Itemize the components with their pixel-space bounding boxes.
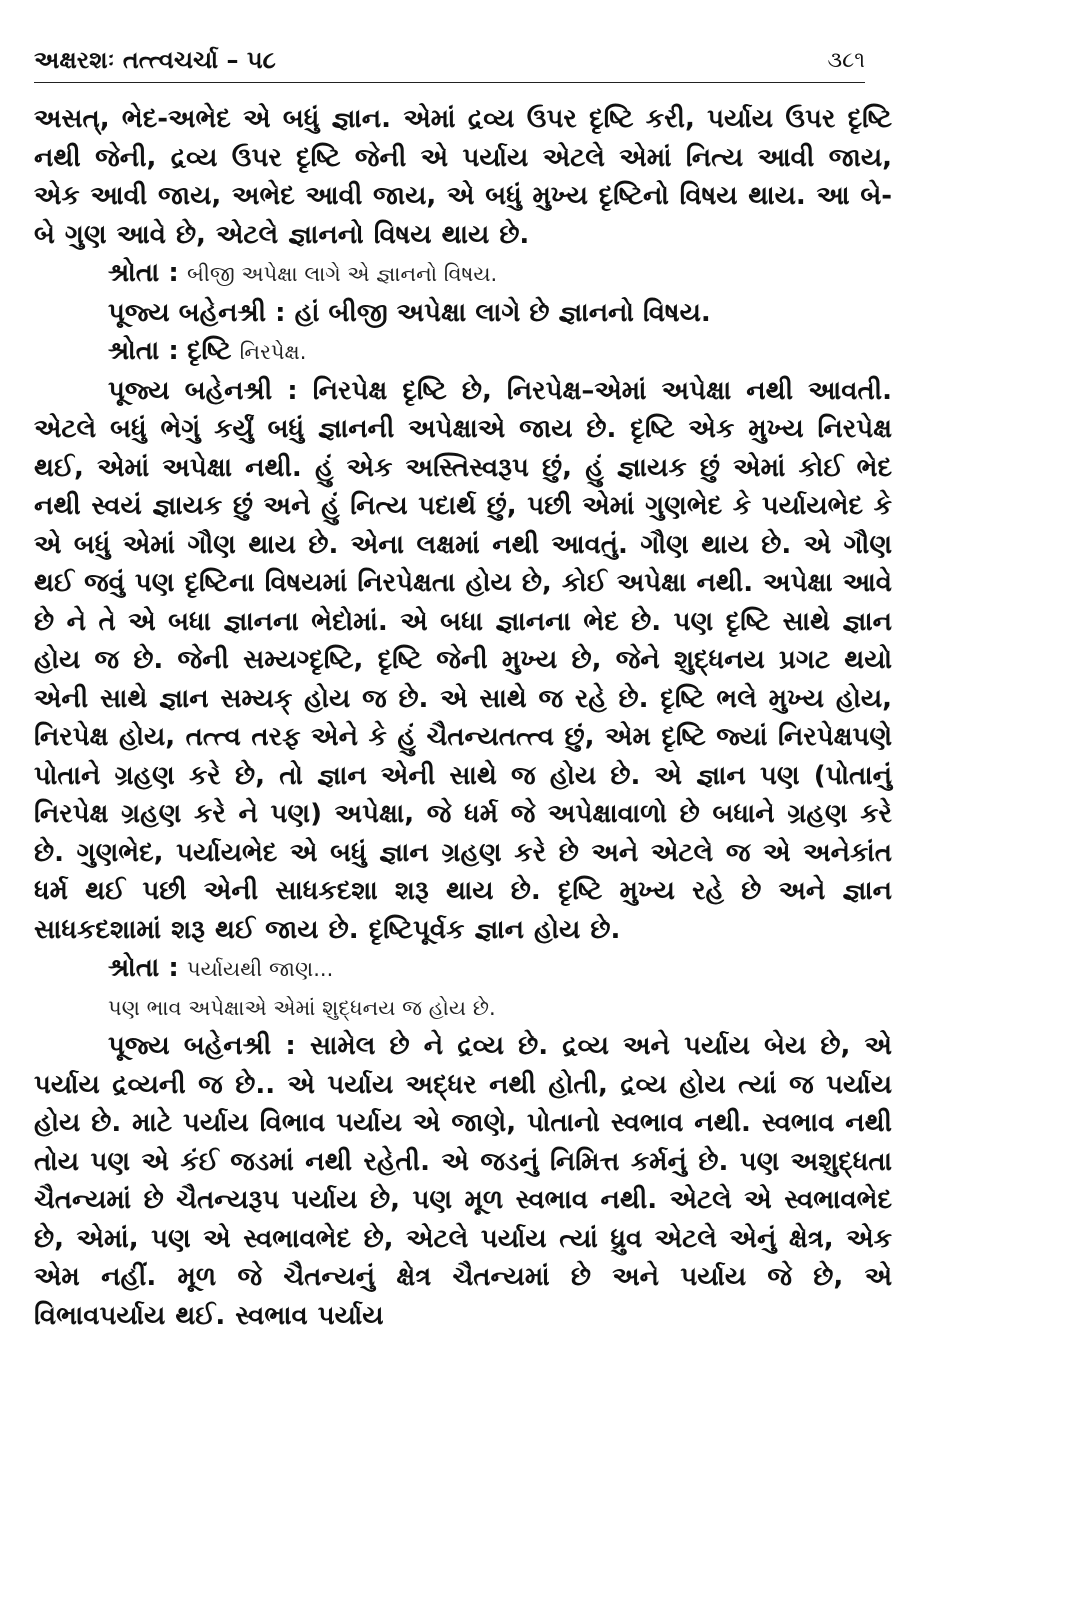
dialogue-text: પર્યાયથી જાણ...: [187, 957, 334, 981]
dialogue-listener-3-continued: પણ ભાવ અપેક્ષાએ એમાં શુદ્ધનય જ હોય છે.: [108, 995, 496, 1020]
speaker-label: પૂજ્ય બહેનશ્રી :: [108, 1031, 296, 1061]
dialogue-text: નિરપેક્ષ.: [239, 340, 307, 364]
speaker-label: પૂજ્ય બહેનશ્રી :: [108, 297, 286, 328]
page-number: ૩૮૧: [827, 48, 865, 73]
dialogue-text-bold: દૃષ્ટિ: [187, 336, 232, 366]
page-body: [34, 100, 892, 1335]
dialogue-text: નિરપેક્ષ દૃષ્ટિ છે, નિરપેક્ષ–એમાં અપેક્ષા નથી આવતી. એટલે બધું ભેગું કર્યું બધું જ્ઞાનની અપેક્ષાએ જાય છે. દૃષ્ટિ એક મુખ્ય નિરપેક્ષ થઈ, એમાં અપેક્ષા નથી. હું એક અસ્તિસ્વરૂપ છું, હું જ્ઞાયક છું એમાં કોઈ ભેદ નથી સ્વયં જ્ઞાયક છું અને હું નિત્ય પદાર્થ છું, પછી એમાં ગુણભેદ કે પર્યાયભેદ કે એ બધું એમાં ગૌણ થાય છે. એના લક્ષમાં નથી આવતું. ગૌણ થાય છે. એ ગૌણ થઈ જવું પણ દૃષ્ટિના વિષયમાં નિરપેક્ષતા હોય છે, કોઈ અપેક્ષા નથી. અપેક્ષા આવે છે ને તે એ બધા જ્ઞાનના ભેદોમાં. એ બધા જ્ઞાનના ભેદ છે. પણ દૃષ્ટિ સાથે જ્ઞાન હોય જ છે. જેની સમ્યગ્દૃષ્ટિ, દૃષ્ટિ જેની મુખ્ય છે, જેને શુદ્ધનય પ્રગટ થયો એની સાથે જ્ઞાન સમ્યક્ હોય જ છે. એ સાથે જ રહે છે. દૃષ્ટિ ભલે મુખ્ય હોય, નિરપેક્ષ હોય, તત્ત્વ તરફ એને કે હું ચૈતન્યતત્ત્વ છું, એમ દૃષ્ટિ જ્યાં નિરપેક્ષપણે પોતાને ગ્રહણ કરે છે, તો જ્ઞાન એની સાથે જ હોય છે. એ જ્ઞાન પણ (પોતાનું નિરપેક્ષ ગ્રહણ કરે ને પણ) અપેક્ષા, જે ધર્મ જે અપેક્ષાવાળો છે બધાને ગ્રહણ કરે છે. ગુણભેદ, પર્યાયભેદ એ બધું જ્ઞાન ગ્રહણ કરે છે અને એટલે જ એ અનેકાંત ધર્મ થઈ પછી એની સાધકદશા શરૂ થાય છે. દૃષ્ટિ મુખ્ય રહે છે અને જ્ઞાન સાધકદશામાં શરૂ થઈ જાય છે. દૃષ્ટિપૂર્વક જ્ઞાન હોય છે.: [34, 375, 892, 945]
dialogue-listener-3: [34, 949, 892, 989]
speaker-label: પૂજ્ય બહેનશ્રી :: [108, 375, 298, 406]
dialogue-listener-1: [34, 254, 892, 294]
dialogue-text: બીજી અપેક્ષા લાગે એ જ્ઞાનનો વિષય.: [187, 262, 498, 286]
dialogue-bahenshri-1: [34, 294, 892, 333]
speaker-label: શ્રોતા :: [108, 336, 179, 366]
dialogue-bahenshri-2: [34, 372, 892, 950]
dialogue-bahenshri-3: [34, 1027, 892, 1335]
dialogue-text: સામેલ છે ને દ્રવ્ય છે. દ્રવ્ય અને પર્યાય બેય છે, એ પર્યાય દ્રવ્યની જ છે.. એ પર્યાય અદ્ધર નથી હોતી, દ્રવ્ય હોય ત્યાં જ પર્યાય હોય છે. માટે પર્યાય વિભાવ પર્યાય એ જાણે, પોતાનો સ્વભાવ નથી. સ્વભાવ નથી તોય પણ એ કંઈ જડમાં નથી રહેતી. એ જડનું નિમિત્ત કર્મનું છે. પણ અશુદ્ધતા ચૈતન્યમાં છે ચૈતન્યરૂપ પર્યાય છે, પણ મૂળ સ્વભાવ નથી. એટલે એ સ્વભાવભેદ છે, એમાં, પણ એ સ્વભાવભેદ છે, એટલે પર્યાય ત્યાં ધ્રુવ એટલે એનું ક્ષેત્ર, એક એમ નહીં. મૂળ જે ચૈતન્યનું ક્ષેત્ર ચૈતન્યમાં છે અને પર્યાય જે છે, એ વિભાવપર્યાય થઈ. સ્વભાવ પર્યાય: [34, 1031, 892, 1331]
dialogue-listener-2: [34, 332, 892, 372]
speaker-label: શ્રોતા :: [108, 258, 179, 288]
header-title: અક્ષરશઃ તત્ત્વચર્ચા – ૫૮: [34, 46, 276, 74]
speaker-label: શ્રોતા :: [108, 953, 179, 983]
dialogue-text: હાં બીજી અપેક્ષા લાગે છે જ્ઞાનનો વિષય.: [294, 297, 711, 328]
running-header: [34, 42, 865, 83]
paragraph-1: અસત્, ભેદ-અભેદ એ બધું જ્ઞાન. એમાં દ્રવ્ય ઉપર દૃષ્ટિ કરી, પર્યાય ઉપર દૃષ્ટિ નથી જેની, દ્રવ્ય ઉપર દૃષ્ટિ જેની એ પર્યાય એટલે એમાં નિત્ય આવી જાય, એક આવી જાય, અભેદ આવી જાય, એ બધું મુખ્ય દૃષ્ટિનો વિષય થાય. આ બે-બે ગુણ આવે છે, એટલે જ્ઞાનનો વિષય થાય છે.: [34, 104, 892, 250]
